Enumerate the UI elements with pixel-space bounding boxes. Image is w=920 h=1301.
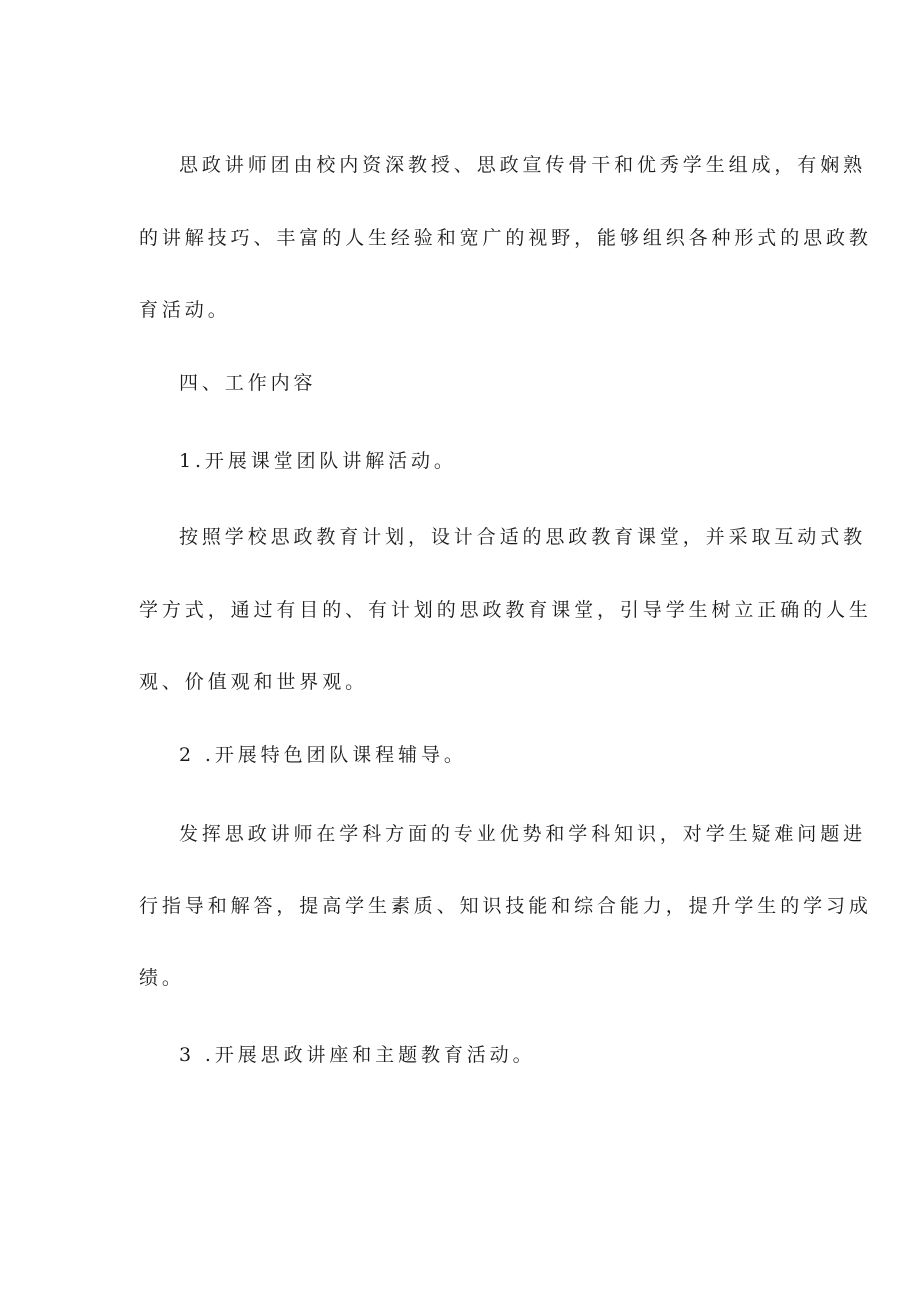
- paragraph-line: 思政讲师团由校内资深教授、思政宣传骨干和优秀学生组成，有娴熟: [179, 154, 867, 176]
- paragraph-line: 绩。: [139, 967, 185, 989]
- list-item-heading: 2 .开展特色团队课程辅导。: [179, 744, 467, 766]
- section-heading: 四、工作内容: [179, 372, 317, 394]
- paragraph-line: 按照学校思政教育计划，设计合适的思政教育课堂，并采取互动式教: [179, 526, 867, 548]
- paragraph-line: 的讲解技巧、丰富的人生经验和宽广的视野，能够组织各种形式的思政教: [139, 227, 872, 249]
- paragraph-line: 行指导和解答，提高学生素质、知识技能和综合能力，提升学生的学习成: [139, 895, 872, 917]
- paragraph-line: 发挥思政讲师在学科方面的专业优势和学科知识，对学生疑难问题进: [179, 823, 867, 845]
- list-item-heading: 3 .开展思政讲座和主题教育活动。: [179, 1044, 536, 1066]
- paragraph-line: 学方式，通过有目的、有计划的思政教育课堂，引导学生树立正确的人生: [139, 599, 872, 621]
- paragraph-line: 观、价值观和世界观。: [139, 671, 369, 693]
- list-item-heading: 1.开展课堂团队讲解活动。: [179, 450, 457, 472]
- paragraph-line: 育活动。: [139, 299, 231, 321]
